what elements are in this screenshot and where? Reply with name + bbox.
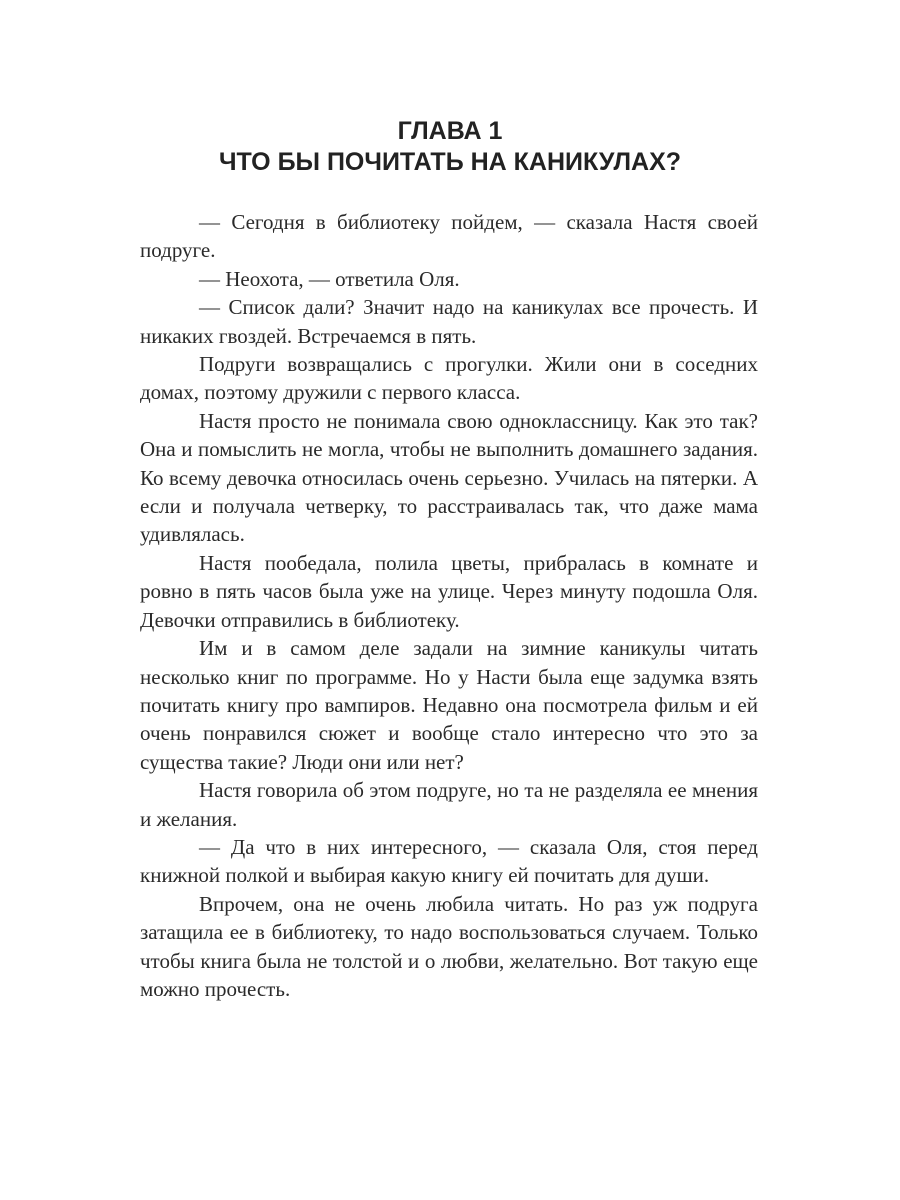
paragraph-6: Настя пообедала, полила цветы, прибралась в комнате и ровно в пять часов была уже на улице. Через минуту подошла Оля. Девочки отправились в библиотеку. [140, 550, 758, 632]
paragraph-1: — Сегодня в библиотеку пойдем, — сказала Настя своей подруге. [140, 210, 758, 263]
paragraph-7: Им и в самом деле задали на зимние каникулы читать несколько книг по программе. Но у Насти была еще задумка взять почитать книгу про вампиров. Недавно она посмотрела фильм и ей очень понравился сюжет и вообще стало интересно что это за существа такие? Люди они или нет? [140, 636, 758, 774]
paragraph-3: — Список дали? Значит надо на каникулах все прочесть. И никаких гвоздей. Встречаемся в пять. [140, 295, 758, 348]
paragraph-10: Впрочем, она не очень любила читать. Но раз уж подруга затащила ее в библиотеку, то надо воспользоваться случаем. Только чтобы книга была не толстой и о любви, желательно. Вот такую еще можно прочесть. [140, 891, 758, 1001]
paragraph-9: — Да что в них интересного, — сказала Оля, стоя перед книжной полкой и выбирая какую книгу ей почитать для души. [140, 834, 758, 888]
paragraph-2: — Неохота, — ответила Оля. [199, 266, 460, 291]
chapter-number: ГЛАВА 1 [397, 117, 503, 145]
chapter-heading [0, 116, 900, 178]
paragraph-4: Подруги возвращались с прогулки. Жили они в соседних домах, поэтому дружили с первого класса. [140, 352, 758, 405]
paragraph-5: Настя просто не понимала свою одноклассницу. Как это так? Она и помыслить не могла, чтобы не выполнить домашнего задания. Ко всему девочка относилась очень серьезно. Училась на пятерки. А если и получала четверку, то расстраивалась так, что даже мама удивлялась. [140, 408, 758, 547]
chapter-title: ЧТО БЫ ПОЧИТАТЬ НА КАНИКУЛАХ? [218, 148, 682, 176]
chapter-body [140, 208, 758, 1003]
paragraph-8: Настя говорила об этом подруге, но та не разделяла ее мнения и желания. [140, 778, 758, 831]
